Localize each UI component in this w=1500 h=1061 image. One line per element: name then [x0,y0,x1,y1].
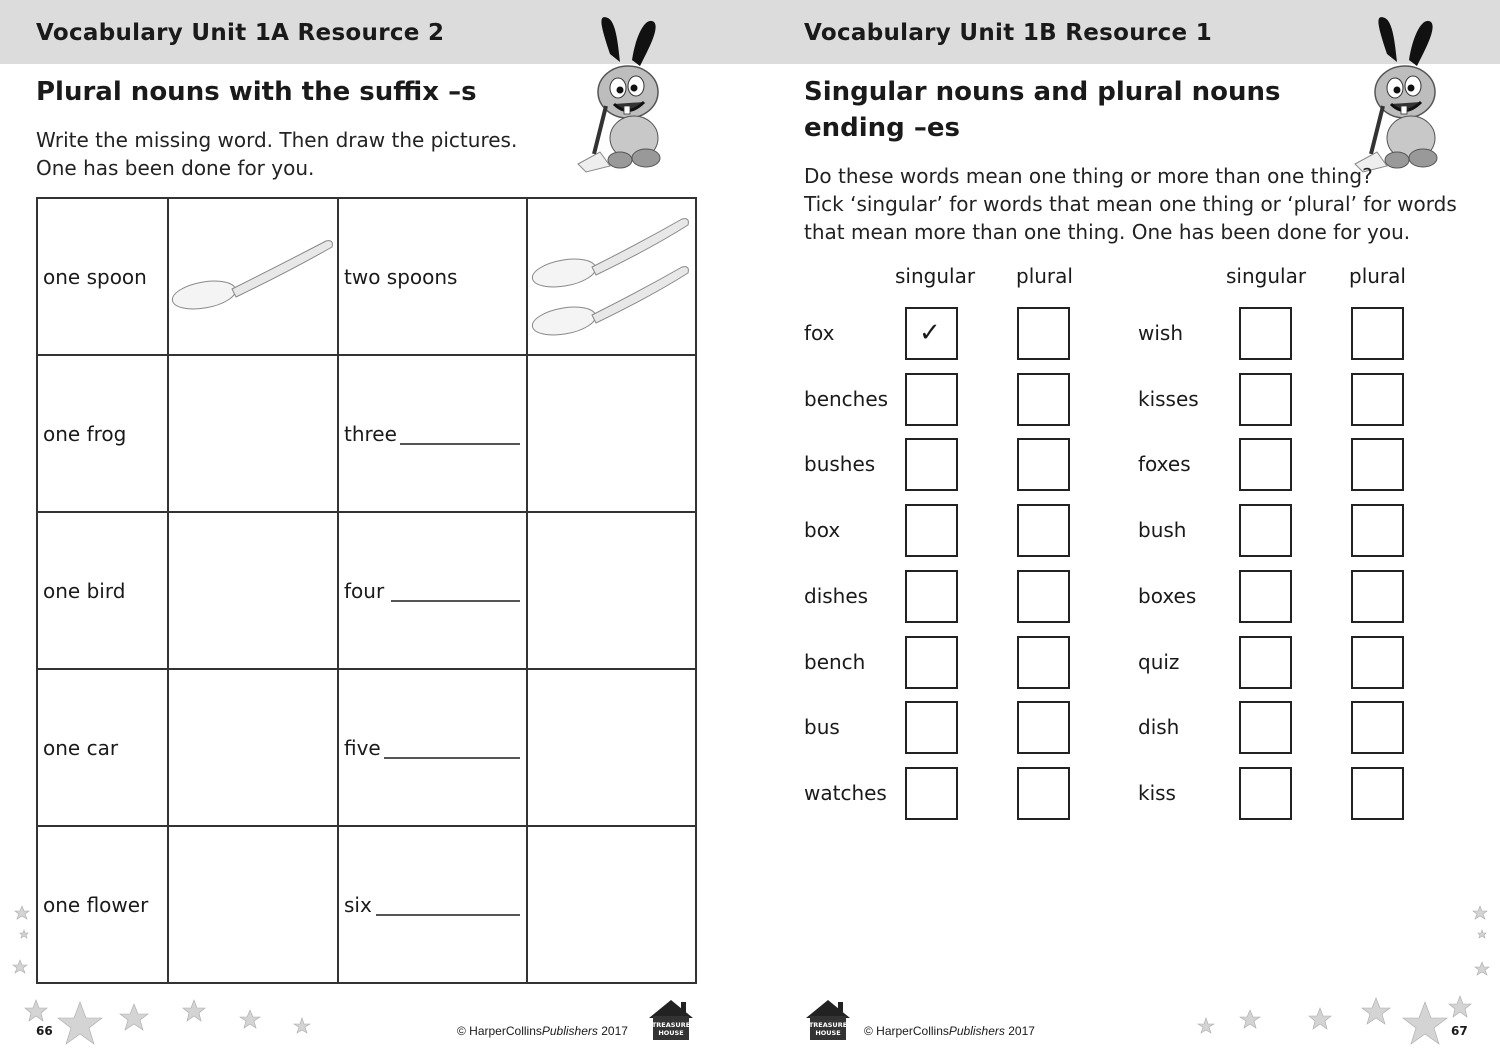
table-border [36,197,38,984]
tick-box[interactable] [1351,307,1404,360]
table-border [36,197,697,199]
plural-cell: three [344,422,397,446]
table-row-divider [36,354,697,356]
tick-box[interactable] [1017,636,1070,689]
answer-blank-line[interactable] [400,443,520,445]
instruction-line: One has been done for you. [36,156,315,180]
two-spoons-icon [530,213,694,339]
instruction-line: Do these words mean one thing or more than one thing? [804,164,1373,188]
word-label: wish [1138,321,1184,345]
word-label: bus [804,715,840,740]
tick-box[interactable] [905,373,958,426]
word-label: foxes [1138,452,1191,477]
word-label: quiz [1138,649,1180,674]
tick-box[interactable] [1351,767,1404,820]
word-label: benches [804,386,889,411]
answer-blank-line[interactable] [384,757,520,759]
svg-text:TREASURE: TREASURE [651,1021,691,1029]
singular-cell: one flower [43,893,149,917]
word-label: kisses [1138,386,1199,411]
plural-table [36,197,697,984]
tick-box[interactable] [1351,438,1404,491]
singular-cell: one car [43,736,119,760]
title-line: Singular nouns and plural nouns [804,77,1281,107]
treasure-house-logo-icon [647,998,695,1042]
spoon-icon [170,235,336,315]
svg-text:TREASURE: TREASURE [808,1021,848,1029]
table-row-divider [36,668,697,670]
right-instructions [804,162,1474,246]
word-label: bush [1138,518,1187,543]
plural-cell: six [344,893,372,917]
word-label: box [804,518,841,543]
table-col-divider [167,197,169,984]
table-row-divider [36,825,697,827]
singular-cell: one frog [43,422,127,446]
tick-box[interactable] [905,438,958,491]
tick-box[interactable] [1017,504,1070,557]
copyright-text: © HarperCollinsPublishers 2017 [457,1024,628,1038]
answer-blank-line[interactable] [391,600,520,602]
tick-box[interactable] [1239,504,1292,557]
tick-box[interactable] [1351,636,1404,689]
tick-box[interactable] [1239,570,1292,623]
word-label: kiss [1138,780,1176,805]
right-page-title [804,74,1324,146]
left-instructions [36,126,596,182]
tick-box[interactable] [905,701,958,754]
tick-box[interactable] [1351,373,1404,426]
tick-box[interactable] [1351,701,1404,754]
rabbit-mascot-icon [1347,14,1457,174]
plural-cell: five [344,736,381,760]
tick-box[interactable] [1239,438,1292,491]
word-label: dishes [804,583,869,608]
tick-box[interactable] [905,504,958,557]
stars-decoration-icon [10,900,330,1050]
column-header-singular: singular [1226,264,1307,288]
tick-box[interactable] [1239,767,1292,820]
singular-cell: one spoon [43,265,147,289]
word-label: fox [804,321,835,345]
tick-box[interactable] [1239,636,1292,689]
instruction-line: Write the missing word. Then draw the pictures. [36,128,518,152]
plural-cell: four [344,579,385,603]
instruction-line: that mean more than one thing. One has been done for you. [804,220,1411,244]
page-number: 66 [36,1024,53,1038]
tick-box[interactable] [905,636,958,689]
left-page-title: Plural nouns with the suffix –s [36,77,477,107]
column-header-singular: singular [895,264,976,288]
word-label: dish [1138,715,1180,740]
word-label: watches [804,780,887,805]
table-border [695,197,697,984]
svg-text:HOUSE: HOUSE [815,1029,841,1037]
tick-box[interactable] [905,570,958,623]
singular-cell: one bird [43,579,126,603]
column-header-plural: plural [1016,264,1073,288]
tick-box[interactable] [1239,307,1292,360]
svg-text:HOUSE: HOUSE [658,1029,684,1037]
column-header-plural: plural [1349,264,1406,288]
title-line: ending –es [804,113,960,143]
table-col-divider [337,197,339,984]
tick-box[interactable] [1017,767,1070,820]
page-number: 67 [1451,1024,1468,1038]
word-label: bench [804,649,866,674]
left-header-title: Vocabulary Unit 1A Resource 2 [36,20,445,46]
instruction-line: Tick ‘singular’ for words that mean one thing or ‘plural’ for words [804,192,1457,216]
table-row-divider [36,511,697,513]
treasure-house-logo-icon [804,998,852,1042]
tick-box[interactable] [905,767,958,820]
tick-box[interactable] [1017,307,1070,360]
tick-box[interactable] [1239,701,1292,754]
word-label: boxes [1138,583,1197,608]
tick-box[interactable] [1017,373,1070,426]
tick-box[interactable] [1017,701,1070,754]
tick-box[interactable] [905,307,958,360]
word-label: bushes [804,452,876,477]
plural-cell: two spoons [344,265,458,289]
tick-box[interactable] [1239,373,1292,426]
right-page [750,0,1500,1061]
tick-box[interactable] [1017,570,1070,623]
tick-box[interactable] [1351,570,1404,623]
right-header-title: Vocabulary Unit 1B Resource 1 [804,20,1213,46]
copyright-text: © HarperCollinsPublishers 2017 [864,1024,1035,1038]
tick-box[interactable] [1351,504,1404,557]
table-col-divider [526,197,528,984]
tick-mark-icon: ✓ [919,318,941,348]
tick-box[interactable] [1017,438,1070,491]
answer-blank-line[interactable] [376,914,520,916]
